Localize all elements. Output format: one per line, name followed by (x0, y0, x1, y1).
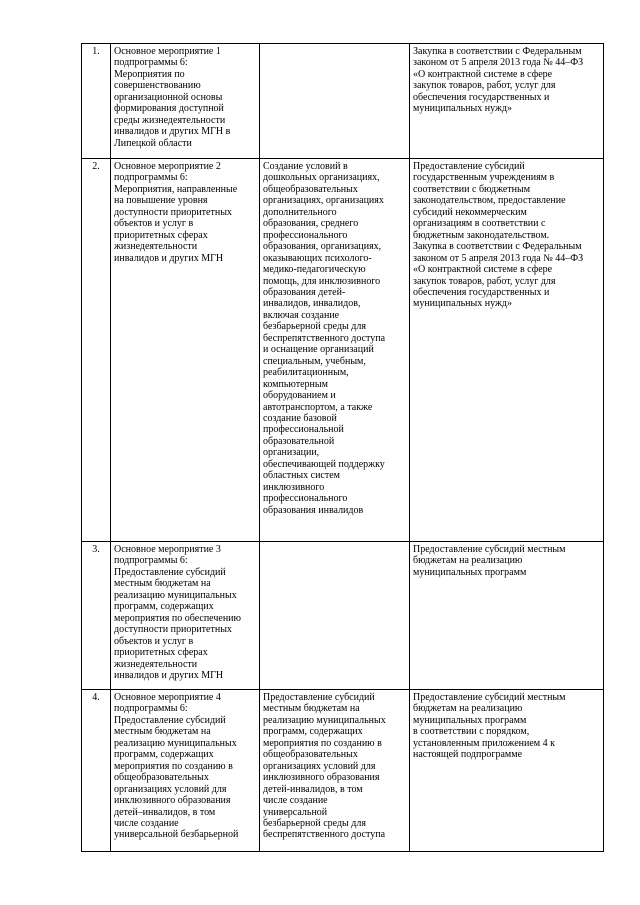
cell-text-line: инвалидов, инвалидов, (263, 298, 361, 310)
cell-text-line: подпрограммы 6: (114, 555, 188, 567)
cell-text-line: законодательством, предоставление (413, 195, 566, 207)
cell-text-line: программ, содержащих (114, 749, 214, 761)
cell-text-line: обеспечивающей поддержку (263, 458, 385, 470)
cell-text-line: жизнедеятельности (114, 241, 198, 253)
cell-text-line: универсальной (263, 806, 328, 818)
cell-text-line: местным бюджетам на (114, 578, 211, 590)
cell-text-line: Предоставление субсидий местным (413, 544, 566, 555)
cell-text-line: мероприятия по обеспечению (114, 612, 242, 624)
cell-text-line: инвалидов и других МГН в (114, 126, 231, 138)
cell-text-line: дополнительного (263, 206, 337, 218)
cell-text-line: объектов и услуг в (114, 218, 194, 230)
measure-name-cell (111, 690, 260, 852)
cell-text-line: дошкольных организациях, (263, 172, 380, 184)
implementation-mechanism-cell (410, 159, 604, 542)
cell-text-line: приоритетных сферах (114, 647, 208, 659)
cell-text-line: мероприятия по созданию в (263, 737, 382, 749)
cell-text-line: формирования доступной (114, 103, 224, 115)
cell-text-line: доступности приоритетных (114, 624, 232, 636)
row-number: 2. (82, 159, 111, 542)
cell-text-line: бюджетным законодательством. (413, 229, 550, 241)
implementation-mechanism-cell (410, 690, 604, 852)
row-number: 3. (82, 542, 111, 690)
cell-text-line: Основное мероприятие 2 (114, 161, 221, 172)
measures-table (81, 43, 604, 852)
cell-text-line: бюджетам на реализацию (413, 703, 523, 715)
cell-text-line: беспрепятственного доступа (263, 829, 386, 841)
cell-text-line: профессионального (263, 229, 348, 241)
cell-text-line: соответствии с бюджетным (413, 183, 531, 195)
table-row (82, 44, 604, 159)
cell-text-line: реабилитационным, (263, 367, 349, 379)
cell-text-line: жизнедеятельности (114, 658, 198, 670)
cell-text-line: инклюзивного образования (263, 772, 380, 784)
cell-text-line: Липецкой области (114, 137, 192, 149)
cell-text-line: автотранспортом, а также (263, 401, 373, 413)
measure-description-cell (260, 159, 410, 542)
cell-text-line: безбарьерной среды для (263, 321, 366, 333)
cell-text-line: организации, (263, 447, 320, 459)
table-row (82, 159, 604, 542)
cell-text-line: детей–инвалидов, в том (114, 806, 216, 818)
cell-text-line: общеобразовательных (263, 749, 358, 761)
cell-text-line: оказывающих психолого- (263, 252, 372, 264)
implementation-mechanism-cell (410, 542, 604, 690)
cell-text-line: бюджетам на реализацию (413, 555, 523, 567)
cell-text-line: законом от 5 апреля 2013 года № 44–ФЗ (413, 252, 584, 264)
cell-text-line: и оснащение организаций (263, 344, 374, 356)
cell-text-line: безбарьерной среды для (263, 817, 366, 829)
cell-text-line: на повышение уровня (114, 195, 208, 207)
cell-text-line: Мероприятия, направленные (114, 183, 238, 195)
cell-text-line: организационной основы (114, 91, 223, 103)
cell-text-line: подпрограммы 6: (114, 172, 188, 184)
table-row (82, 542, 604, 690)
cell-text-line: муниципальных программ (413, 566, 527, 578)
cell-text-line: инклюзивного образования (114, 795, 231, 807)
measure-description-cell (260, 690, 410, 852)
cell-text-line: программ, содержащих (263, 726, 363, 738)
cell-text-line: организациях условий для (263, 760, 376, 772)
measure-name-cell (111, 542, 260, 690)
cell-text-line: универсальной безбарьерной (114, 829, 239, 841)
cell-text-line: муниципальных нужд» (413, 298, 512, 310)
cell-text-line: мероприятия по созданию в (114, 760, 233, 772)
cell-text-line: государственным учреждениям в (413, 172, 555, 184)
cell-text-line: профессиональной (263, 424, 344, 436)
table-row (82, 690, 604, 852)
cell-text-line: реализацию муниципальных (114, 589, 237, 601)
measure-description-cell (260, 542, 410, 690)
cell-text-line: числе создание (263, 795, 328, 807)
measure-name-cell (111, 159, 260, 542)
cell-text-line: включая создание (263, 309, 340, 321)
cell-text-line: Предоставление субсидий (263, 692, 375, 703)
cell-text-line: Предоставление субсидий (114, 566, 226, 578)
cell-text-line: организациях условий для (114, 783, 227, 795)
cell-text-line: реализацию муниципальных (114, 737, 237, 749)
cell-text-line: помощь, для инклюзивного (263, 275, 381, 287)
measure-description-cell (260, 44, 410, 159)
cell-text-line: оборудованием и (263, 390, 336, 402)
cell-text-line: Мероприятия по (114, 68, 185, 80)
cell-text-line: «О контрактной системе в сфере (413, 68, 553, 80)
cell-text-line: Основное мероприятие 3 (114, 544, 221, 555)
cell-text-line: законом от 5 апреля 2013 года № 44–ФЗ (413, 57, 584, 69)
cell-text-line: числе создание (114, 817, 179, 829)
cell-text-line: субсидий некоммерческим (413, 206, 527, 218)
cell-text-line: Предоставление субсидий (413, 161, 525, 172)
cell-text-line: детей-инвалидов, в том (263, 783, 363, 795)
cell-text-line: специальным, учебным, (263, 355, 366, 367)
cell-text-line: компьютерным (263, 378, 328, 390)
cell-text-line: закупок товаров, работ, услуг для (413, 275, 556, 287)
implementation-mechanism-cell (410, 44, 604, 159)
cell-text-line: доступности приоритетных (114, 206, 232, 218)
cell-text-line: Основное мероприятие 1 (114, 46, 221, 57)
cell-text-line: муниципальных программ (413, 714, 527, 726)
cell-text-line: среды жизнедеятельности (114, 114, 226, 126)
cell-text-line: приоритетных сферах (114, 229, 208, 241)
cell-text-line: совершенствованию (114, 80, 201, 92)
cell-text-line: «О контрактной системе в сфере (413, 264, 553, 276)
cell-text-line: инклюзивного (263, 481, 325, 493)
cell-text-line: программ, содержащих (114, 601, 214, 613)
cell-text-line: инвалидов и других МГН (114, 669, 224, 681)
cell-text-line: организациях, организациях (263, 195, 384, 207)
cell-text-line: Закупка в соответствии с Федеральным (413, 241, 582, 253)
cell-text-line: подпрограммы 6: (114, 703, 188, 715)
cell-text-line: реализацию муниципальных (263, 714, 386, 726)
cell-text-line: образования, организациях, (263, 241, 382, 253)
cell-text-line: беспрепятственного доступа (263, 332, 386, 344)
cell-text-line: Закупка в соответствии с Федеральным (413, 46, 582, 57)
cell-text-line: местным бюджетам на (114, 726, 211, 738)
cell-text-line: обеспечения государственных и (413, 91, 550, 103)
row-number: 4. (82, 690, 111, 852)
measure-name-cell (111, 44, 260, 159)
cell-text-line: объектов и услуг в (114, 635, 194, 647)
cell-text-line: организациям в соответствии с (413, 218, 546, 230)
cell-text-line: образования, среднего (263, 218, 359, 230)
cell-text-line: инвалидов и других МГН (114, 252, 224, 264)
cell-text-line: общеобразовательных (263, 183, 358, 195)
cell-text-line: в соответствии с порядком, (413, 726, 530, 738)
cell-text-line: подпрограммы 6: (114, 57, 188, 69)
cell-text-line: закупок товаров, работ, услуг для (413, 80, 556, 92)
cell-text-line: медико-педагогическую (263, 264, 366, 276)
cell-text-line: Предоставление субсидий (114, 714, 226, 726)
cell-text-line: образования детей- (263, 286, 346, 298)
cell-text-line: областных систем (263, 470, 341, 482)
cell-text-line: Основное мероприятие 4 (114, 692, 221, 703)
cell-text-line: Предоставление субсидий местным (413, 692, 566, 703)
cell-text-line: муниципальных нужд» (413, 103, 512, 115)
cell-text-line: Создание условий в (263, 161, 348, 172)
cell-text-line: местным бюджетам на (263, 703, 360, 715)
cell-text-line: образовательной (263, 435, 335, 447)
cell-text-line: настоящей подпрограмме (413, 749, 523, 761)
cell-text-line: обеспечения государственных и (413, 286, 550, 298)
cell-text-line: общеобразовательных (114, 772, 209, 784)
cell-text-line: образования инвалидов (263, 504, 364, 516)
row-number: 1. (82, 44, 111, 159)
cell-text-line: создание базовой (263, 412, 337, 424)
cell-text-line: профессионального (263, 493, 348, 505)
cell-text-line: установленным приложением 4 к (413, 737, 555, 749)
